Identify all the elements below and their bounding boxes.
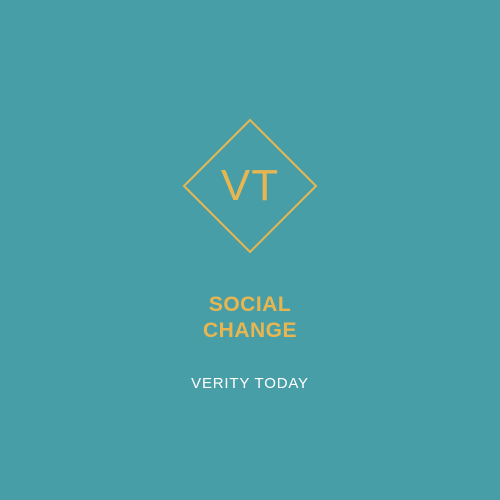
- headline: [0, 292, 500, 344]
- headline-line-1: SOCIAL: [208, 293, 292, 316]
- logo-monogram: VT: [220, 161, 280, 210]
- brand-name: VERITY TODAY: [191, 375, 309, 392]
- headline-line-2: CHANGE: [202, 319, 297, 342]
